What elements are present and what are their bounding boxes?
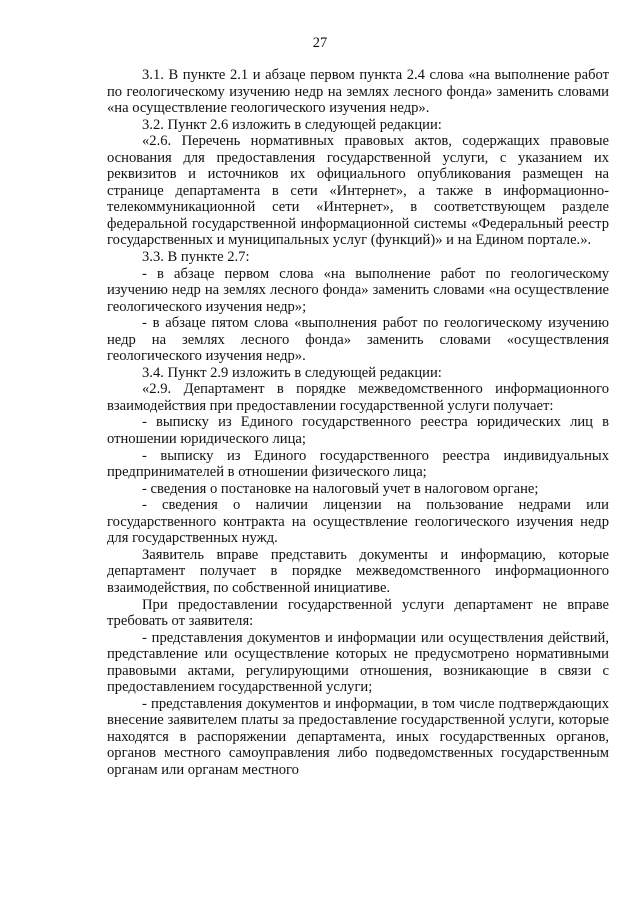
list-item-first-paragraph: - в абзаце первом слова «на выполнение работ по геологическому изучению недр на землях лесного фонда» заменить словами «на осуществление геологического изучения недр»; [107,265,609,315]
list-item-tax-registration: - сведения о постановке на налоговый учет в налоговом органе; [142,480,539,497]
list-item-documents-actions: - представления документов и информации или осуществления действий, представление или осуществление которых не предусмотрено нормативными правовыми актами, регулирующими отношения, возникающие в связи с предоставлением государственной услуги; [107,629,609,696]
page-number: 27 [312,35,328,51]
list-item-payment-documents: - представления документов и информации, в том числе подтверждающих внесение заявителем платы за предоставление государственной услуги, которые находятся в распоряжении департамента, иных государственных органов, органов местного самоуправления либо подведомственных государственным органам или органам местного [107,695,609,778]
list-item-fifth-paragraph: - в абзаце пятом слова «выполнения работ по геологическому изучению недр на землях лесного фонда» заменить словами «осуществления геологического изучения недр». [107,315,609,365]
paragraph-department-restrictions: При предоставлении государственной услуги департамент не вправе требовать от заявителя: [107,596,609,630]
paragraph-3-3: 3.3. В пункте 2.7: [142,249,250,266]
list-item-license-info: - сведения о наличии лицензии на пользование недрами или государственного контракта на осуществление геологического изучения недр для государственных нужд. [107,497,609,547]
paragraph-3-2: 3.2. Пункт 2.6 изложить в следующей редакции: [142,116,442,133]
paragraph-2-9-text: «2.9. Департамент в порядке межведомственного информационного взаимодействия при предоставлении государственной услуги получает: [107,381,609,414]
paragraph-2-6-text: «2.6. Перечень нормативных правовых актов, содержащих правовые основания для предоставления государственной услуги, с указанием их реквизитов и источников их официального опубликования размещен на странице департамента в сети «Интернет», а также в информационно-телекоммуникационной сети «Интернет», в соответствующем разделе федеральной государственной информационной системы «Федеральный реестр государственных и муниципальных услуг (функций)» и на Едином портале.». [107,133,609,249]
document-body [107,67,609,779]
list-item-legal-entity-extract: - выписку из Единого государственного реестра юридических лиц в отношении юридического лица; [107,414,609,448]
paragraph-applicant-right: Заявитель вправе представить документы и информацию, которые департамент получает в порядке межведомственного информационного взаимодействия, по собственной инициативе. [107,546,609,596]
list-item-entrepreneur-extract: - выписку из Единого государственного реестра индивидуальных предпринимателей в отношении физического лица; [107,447,609,481]
paragraph-3-4: 3.4. Пункт 2.9 изложить в следующей редакции: [142,364,442,381]
paragraph-3-1: 3.1. В пункте 2.1 и абзаце первом пункта 2.4 слова «на выполнение работ по геологическому изучению недр на землях лесного фонда» заменить словами «на осуществление геологического изучения недр». [107,67,609,117]
